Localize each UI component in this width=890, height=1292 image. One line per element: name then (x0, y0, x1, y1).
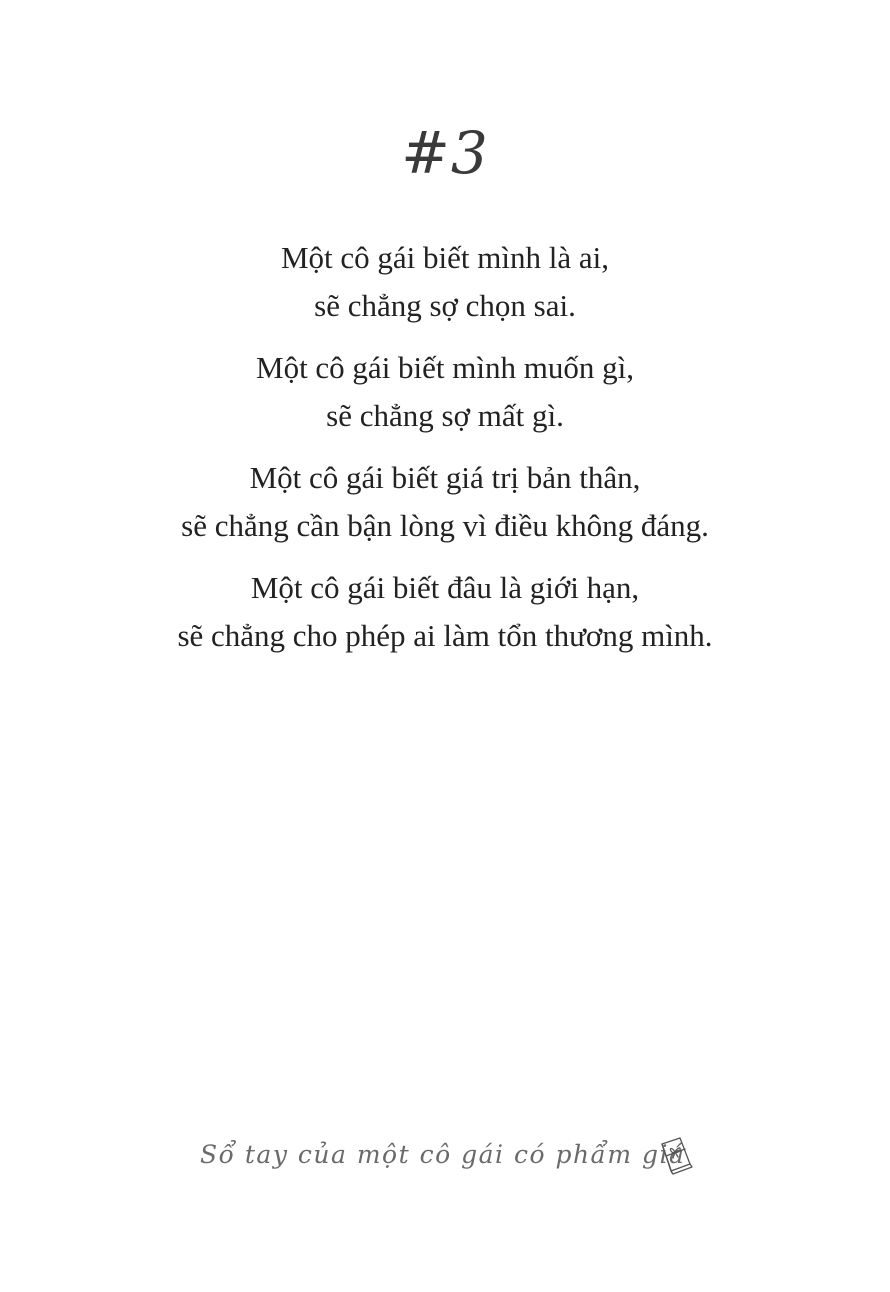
poem-line: sẽ chẳng cần bận lòng vì điều không đáng. (181, 508, 709, 543)
poem-line: Một cô gái biết giá trị bản thân, (249, 460, 641, 495)
poem-line: Một cô gái biết mình là ai, (280, 240, 609, 275)
book-title: Sổ tay của một cô gái có phẩm giá (200, 1140, 686, 1169)
stanza-3 (0, 454, 890, 550)
poem (0, 234, 890, 674)
chapter-number: #3 (401, 119, 489, 187)
notebook-with-ribbon-icon (656, 1134, 694, 1176)
page-footer (200, 1128, 700, 1188)
poem-line: Một cô gái biết đâu là giới hạn, (250, 570, 640, 605)
stanza-2 (0, 344, 890, 440)
poem-line: sẽ chẳng sợ chọn sai. (314, 288, 576, 323)
poem-line: sẽ chẳng sợ mất gì. (326, 398, 564, 433)
poem-line: Một cô gái biết mình muốn gì, (256, 350, 634, 385)
stanza-1 (0, 234, 890, 330)
stanza-4 (0, 564, 890, 660)
poem-line: sẽ chẳng cho phép ai làm tổn thương mình. (177, 618, 713, 653)
